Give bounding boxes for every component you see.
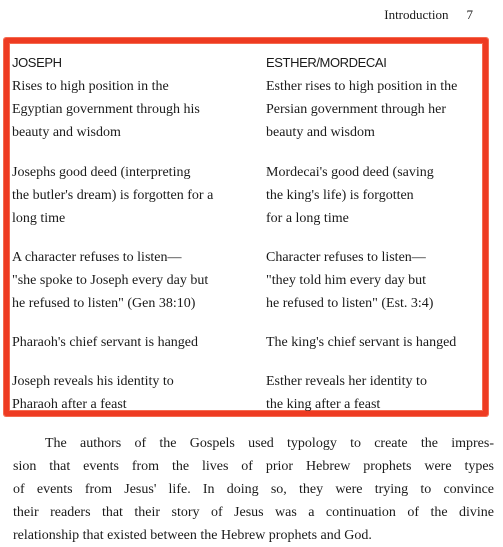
cell-line: A character refuses to listen—: [12, 250, 182, 265]
cell-line: Pharaoh after a feast: [12, 397, 127, 412]
cell-line: Character refuses to listen—: [266, 250, 426, 265]
esther-cell-row-2: [266, 161, 434, 230]
esther-cell-row-4: [266, 331, 456, 354]
joseph-cell-row-4: [12, 331, 198, 354]
section-title: Introduction: [384, 7, 449, 22]
cell-line: the king's life) is forgotten: [266, 188, 414, 203]
cell-line: "she spoke to Joseph every day but: [12, 273, 209, 288]
cell-line: Pharaoh's chief servant is hanged: [12, 335, 199, 350]
paragraph-line: The authors of the Gospels used typology to create the impres-: [45, 436, 494, 451]
cell-line: the king after a feast: [266, 397, 381, 412]
cell-line: the butler's dream) is forgotten for a: [12, 188, 214, 203]
cell-line: Esther reveals her identity to: [266, 374, 427, 389]
joseph-cell-row-5: [12, 370, 174, 416]
paragraph-line: their readers that their story of Jesus was a continuation of the divine: [13, 505, 494, 520]
paragraph-line: relationship that existed between the Hebrew prophets and God.: [13, 528, 372, 543]
cell-line: Josephs good deed (interpreting: [12, 165, 191, 180]
cell-line: "they told him every day but: [266, 273, 427, 288]
cell-line: for a long time: [266, 211, 349, 226]
column-heading-joseph: JOSEPH: [12, 55, 62, 70]
cell-line: The king's chief servant is hanged: [266, 335, 457, 350]
cell-line: beauty and wisdom: [12, 125, 121, 140]
cell-line: he refused to listen" (Est. 3:4): [266, 296, 434, 311]
cell-line: Egyptian government through his: [12, 102, 200, 117]
joseph-cell-row-2: [12, 161, 213, 230]
esther-cell-row-1: [266, 75, 457, 144]
cell-line: Joseph reveals his identity to: [12, 374, 174, 389]
cell-line: Esther rises to high position in the: [266, 79, 458, 94]
body-paragraph: [13, 432, 494, 547]
running-header: [384, 6, 473, 24]
page-number: 7: [466, 7, 473, 22]
cell-line: Rises to high position in the: [12, 79, 169, 94]
joseph-cell-row-1: [12, 75, 200, 144]
esther-cell-row-5: [266, 370, 427, 416]
cell-line: Mordecai's good deed (saving: [266, 165, 434, 180]
cell-line: he refused to listen" (Gen 38:10): [12, 296, 196, 311]
paragraph-line: of events from Jesus' life. In doing so, they were trying to convince: [13, 482, 494, 497]
esther-cell-row-3: [266, 246, 433, 315]
cell-line: long time: [12, 211, 66, 226]
cell-line: beauty and wisdom: [266, 125, 375, 140]
column-heading-esther-mordecai: ESTHER/MORDECAI: [266, 55, 387, 70]
joseph-cell-row-3: [12, 246, 208, 315]
paragraph-line: sion that events from the lives of prior Hebrew prophets were types: [13, 459, 494, 474]
cell-line: Persian government through her: [266, 102, 447, 117]
